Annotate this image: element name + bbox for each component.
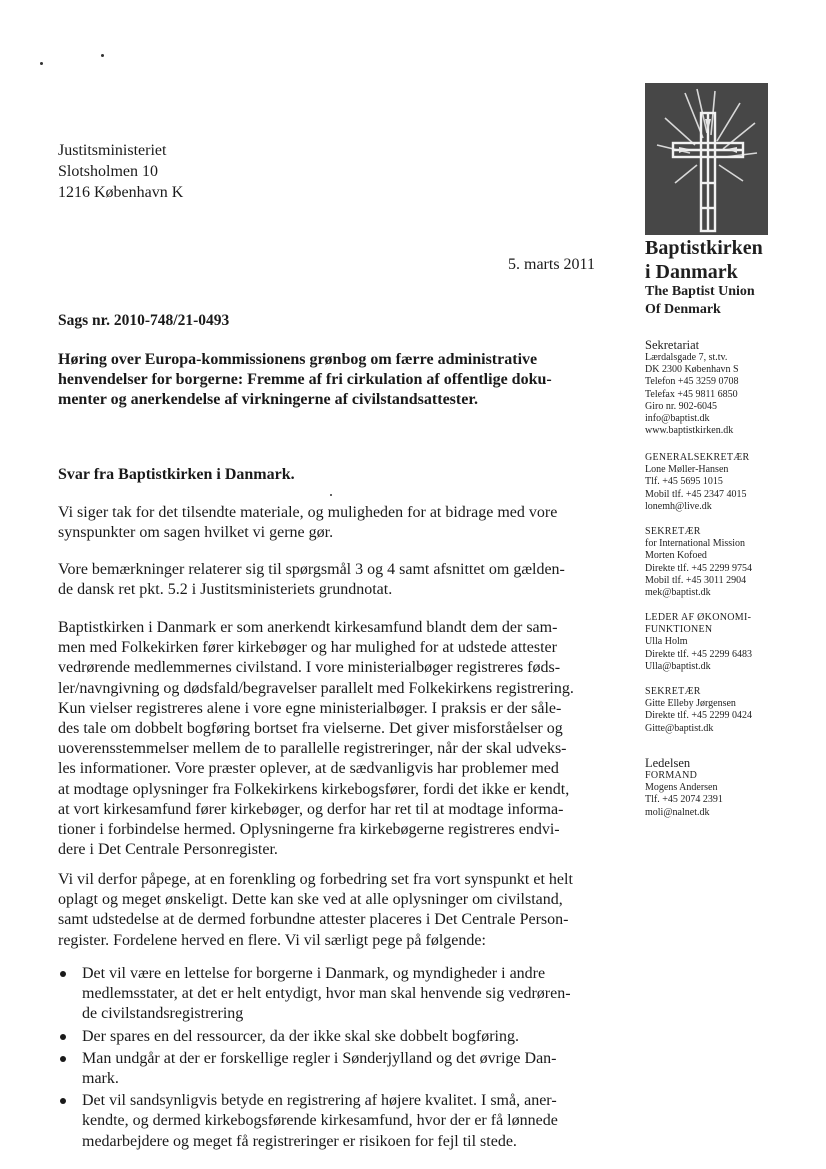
contact-line: Ulla Holm (645, 636, 688, 648)
secretariat-block (645, 338, 815, 437)
letter-date: 5. marts 2011 (508, 256, 595, 273)
paragraph-line: Vi siger tak for det tilsendte materiale, og muligheden for at bidrage med vore (58, 504, 558, 521)
list-item-line: medarbejdere og meget få registreringer er risikoen for fejl til stede. (82, 1132, 517, 1150)
paragraph-line: des tale om dobbelt bogføring bortset fra vielserne. Det giver misforståelser og (58, 720, 563, 738)
list-item (58, 1091, 606, 1152)
org-name (645, 236, 763, 284)
list-item-line: kendte, og dermed kirkebogsførende kirkesamfund, hvor der er få lønnede (82, 1112, 558, 1130)
recipient-address (58, 140, 183, 203)
contact-line: moli@nalnet.dk (645, 806, 710, 818)
contact-line: Lone Møller-Hansen (645, 464, 729, 476)
contact-line: Mobil tlf. +45 3011 2904 (645, 574, 747, 586)
org-en-line: Of Denmark (645, 302, 721, 317)
contact-line: Gitte Elleby Jørgensen (645, 698, 736, 710)
block-heading: Ledelsen (645, 756, 691, 770)
contact-line: for International Mission (645, 538, 745, 550)
list-item (58, 1027, 606, 1047)
paragraph-line: uoverensstemmelser mellem de to parallelle registreringer, når der skal udveks- (58, 740, 567, 758)
org-name-line: i Danmark (645, 261, 738, 283)
contact-line: Tlf. +45 2074 2391 (645, 794, 723, 806)
contact-line: Mogens Andersen (645, 782, 718, 794)
org-en-line: The Baptist Union (645, 284, 755, 299)
recipient-city: 1216 København K (58, 184, 184, 201)
contact-line: Mobil tlf. +45 2347 4015 (645, 488, 747, 500)
paragraph-line: de dansk ret pkt. 5.2 i Justitsministeriets grundnotat. (58, 581, 393, 599)
paragraph-line: ler/navngivning og dødsfald/begravelser parallelt med Folkekirkens registrering. (58, 679, 574, 697)
contact-line: mek@baptist.dk (645, 587, 711, 599)
list-item (58, 1049, 606, 1089)
list-item-line: Det vil være en lettelse for borgerne i Danmark, og myndigheder i andre (82, 965, 546, 982)
block-subheading: FORMAND (645, 770, 698, 781)
paragraph-line: Baptistkirken i Danmark er som anerkendt kirkesamfund blandt dem der sam- (58, 619, 558, 636)
paragraph-line: Kun vielser registreres alene i vore egne ministerialbøger. I praksis er der såle- (58, 699, 562, 717)
contact-line: Telefon +45 3259 0708 (645, 376, 739, 388)
contact-line: www.baptistkirken.dk (645, 425, 734, 437)
block-heading: GENERALSEKRETÆR (645, 452, 750, 463)
contact-line: Telefax +45 9811 6850 (645, 388, 738, 400)
contact-line: Direkte tlf. +45 2299 0424 (645, 710, 753, 722)
paragraph-line: les informationer. Vore præster oplever, at de sædvanligvis har problemer med (58, 760, 559, 778)
block-heading: LEDER AF ØKONOMI- (645, 612, 752, 623)
paragraph-line: Vi vil derfor påpege, at en forenkling og forbedring set fra vort synspunkt et helt (58, 871, 573, 888)
block-heading: Sekretariat (645, 338, 700, 352)
paragraph-line: men med Folkekirken fører kirkebøger og har mulighed for at udstede attester (58, 639, 557, 657)
contact-line: Tlf. +45 5695 1015 (645, 476, 723, 488)
list-item-line: de civilstandsregistrering (82, 1005, 244, 1023)
contact-line: Ulla@baptist.dk (645, 660, 711, 672)
block-heading: FUNKTIONEN (645, 624, 713, 636)
org-name-line: Baptistkirken (645, 237, 763, 259)
subject-line: menter og anerkendelse af virkningerne af civilstandsattester. (58, 391, 478, 408)
general-secretary-block (645, 452, 815, 513)
contact-line: Direkte tlf. +45 2299 6483 (645, 648, 753, 660)
cross-icon (645, 83, 768, 235)
contact-line: Giro nr. 902-6045 (645, 400, 717, 412)
block-heading: SEKRETÆR (645, 526, 701, 537)
body-paragraph (58, 503, 610, 543)
contact-line: DK 2300 København S (645, 364, 739, 376)
list-item-line: Det vil sandsynligvis betyde en registrering af højere kvalitet. I små, aner- (82, 1092, 557, 1110)
contact-line: info@baptist.dk (645, 413, 710, 425)
scan-speck (40, 62, 43, 65)
contact-line: Direkte tlf. +45 2299 9754 (645, 562, 753, 574)
recipient-name: Justitsministeriet (58, 142, 167, 159)
contact-line: lonemh@live.dk (645, 500, 712, 512)
leadership-block (645, 756, 815, 819)
paragraph-line: Vore bemærkninger relaterer sig til spørgsmål 3 og 4 samt afsnittet om gælden- (58, 561, 565, 578)
benefits-list (58, 964, 606, 1154)
list-item-line: Man undgår at der er forskellige regler i Sønderjylland og det øvrige Dan- (82, 1049, 557, 1067)
contact-line: Gitte@baptist.dk (645, 722, 714, 734)
org-name-english (645, 283, 755, 319)
reply-heading: Svar fra Baptistkirken i Danmark. (58, 466, 295, 483)
body-paragraph (58, 618, 610, 860)
recipient-street: Slotsholmen 10 (58, 163, 159, 180)
paragraph-line: dere i Det Centrale Personregister. (58, 841, 278, 859)
scan-speck (101, 54, 104, 57)
subject-heading (58, 350, 598, 410)
secretary-block (645, 686, 815, 735)
contact-line: Lærdalsgade 7, st.tv. (645, 352, 728, 363)
subject-line: henvendelser for borgerne: Fremme af fri cirkulation af offentlige doku- (58, 371, 552, 388)
list-item-line: Der spares en del ressourcer, da der ikke skal ske dobbelt bogføring. (82, 1027, 519, 1045)
paragraph-line: at vort kirkesamfund fører kirkebøger, og derfor har ret til at modtage informa- (58, 800, 564, 818)
list-item-line: mark. (82, 1070, 119, 1088)
finance-head-block (645, 612, 815, 673)
scan-speck (330, 494, 332, 496)
body-paragraph (58, 560, 610, 600)
contact-line: Morten Kofoed (645, 550, 707, 562)
list-item-line: medlemsstater, at det er helt entydigt, hvor man skal henvende sig vedrøren- (82, 985, 571, 1003)
paragraph-line: synspunkter om sagen hvilket vi gerne gør. (58, 524, 334, 542)
body-paragraph (58, 870, 610, 951)
case-number: Sags nr. 2010-748/21-0493 (58, 312, 230, 329)
paragraph-line: register. Fordelene herved en flere. Vi vil særligt pege på følgende: (58, 931, 486, 949)
paragraph-line: vedrørende medlemmernes civilstand. I vore ministerialbøger registreres føds- (58, 659, 561, 677)
paragraph-line: samt udstedelse at de dermed forbundne attester placeres i Det Centrale Person- (58, 911, 569, 929)
paragraph-line: oplagt og meget ønskeligt. Dette kan ske ved at alle oplysninger om civilstand, (58, 891, 563, 909)
list-item (58, 964, 606, 1025)
paragraph-line: at modtage oplysninger fra Folkekirkens kirkebogsfører, fordi det ikke er kendt, (58, 780, 570, 798)
paragraph-line: tioner i forbindelse hermed. Oplysningerne fra kirkebøgerne registreres endvi- (58, 821, 560, 839)
subject-line: Høring over Europa-kommissionens grønbog om færre administrative (58, 351, 538, 368)
mission-secretary-block (645, 526, 815, 599)
church-logo (645, 83, 768, 235)
block-heading: SEKRETÆR (645, 686, 701, 697)
